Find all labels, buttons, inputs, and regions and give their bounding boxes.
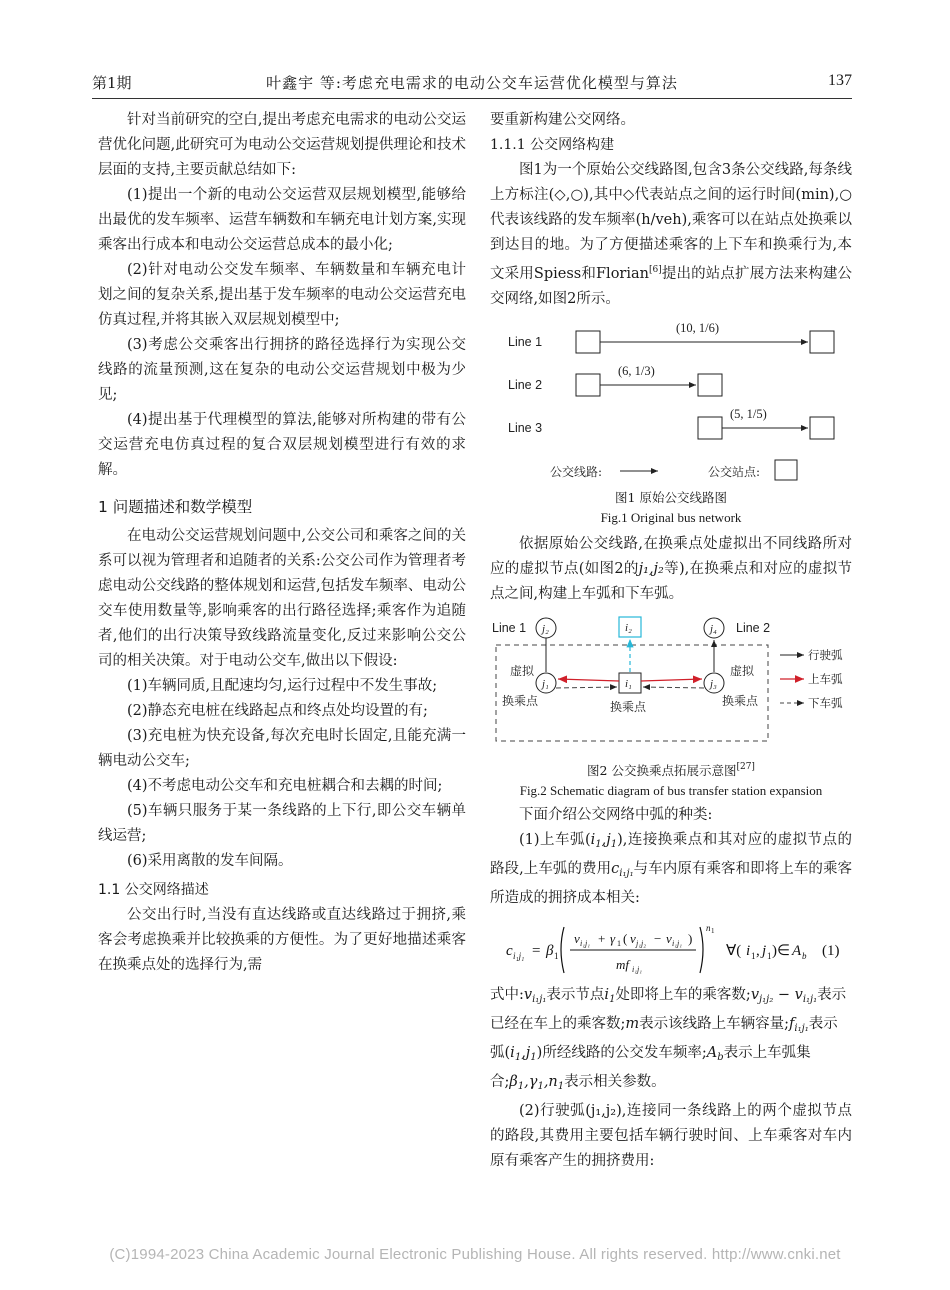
fig2-node-j2-label: j₂ xyxy=(542,623,549,635)
contribution-3: (3)考虑公交乘客出行拥挤的路径选择行为实现公交线路的流量预测,这在复杂的电动公交运营规划中极为少见; xyxy=(98,337,466,403)
section-1-body: 在电动公交运营规划问题中,公交公司和乘客之间的关系可以视为管理者和追随者的关系:公交公司作为管理者考虑电动公交线路的整体规划和运营,包括发车频率、电动公交车使用数量等,影响乘客的出行路径选择;乘客作为追随者,他们的出行决策导致线路流量变化,反过来影响公交公司的相关决策。对于电动公交车,做出以下假设: xyxy=(98,528,466,669)
fig1-line3-label: Line 3 xyxy=(508,421,543,435)
intro-paragraph: 针对当前研究的空白,提出考虑充电需求的电动公交运营优化问题,此研究可为电动公交运营规划提供理论和技术层面的支持,主要贡献总结如下: xyxy=(98,112,466,178)
citation-6: [6] xyxy=(648,265,662,275)
fig2-node-j3-label: j₃ xyxy=(710,678,717,690)
figure-1 xyxy=(490,320,852,488)
section-1-title: 1 问题描述和数学模型 xyxy=(98,498,253,516)
running-header xyxy=(92,72,852,96)
right-column xyxy=(490,108,852,1174)
figure-2-caption-cn-text: 图2 公交换乘点拓展示意图 xyxy=(587,763,737,778)
eq-exp-d: 表示已经在车上的乘客数; xyxy=(490,987,847,1032)
svg-text:i₁j₁: i₁j₁ xyxy=(580,939,591,948)
fig1-legend-stop-box xyxy=(775,460,797,480)
contribution-1: (1)提出一个新的电动公交运营双层规划模型,能够给出最优的发车频率、运营车辆数和车辆充电计划方案,实现乘客出行成本和电动公交运营总成本的最小化; xyxy=(98,187,466,253)
figure-2-caption-cn xyxy=(490,757,852,781)
network-paragraph-b: 提出的站点扩展方法来构建公交网络,如图2所示。 xyxy=(490,266,853,307)
assumption-2: (2)静态充电桩在线路起点和终点处均设置的有; xyxy=(127,703,428,719)
left-column xyxy=(98,108,466,978)
figure-2-citation: [27] xyxy=(736,762,755,772)
svg-text:n: n xyxy=(706,923,711,933)
fig2-virtual-right-2: 换乘点 xyxy=(722,694,759,708)
assumption-3: (3)充电桩为快充设备,每次充电时长固定,且能充满一辆电动公交车; xyxy=(98,728,466,769)
assumption-1: (1)车辆同质,且配速均匀,运行过程中不发生事故; xyxy=(127,678,438,694)
svg-text:1: 1 xyxy=(617,939,621,948)
virtual-node-paragraph xyxy=(490,532,852,607)
svg-text:,: , xyxy=(756,943,760,959)
svg-text:b: b xyxy=(802,951,807,961)
fig2-board-arc-right xyxy=(641,679,702,681)
eq-exp-g: )所经线路的公交发车频率; xyxy=(536,1045,707,1061)
boarding-arc-cost-symbol: $c_{i_1j_1}$ xyxy=(611,861,634,879)
svg-text:=: = xyxy=(532,943,541,959)
fig1-line1-label: Line 1 xyxy=(508,335,543,349)
fig1-line2-params: (6, 1/3) xyxy=(618,364,655,378)
arc-types-intro: 下面介绍公交网络中弧的种类: xyxy=(519,807,713,823)
fig2-node-j1-label: j₁ xyxy=(542,678,549,690)
copyright-footer: (C)1994-2023 China Academic Journal Electronic Publishing House. All rights reserved. http://www.cnki.net xyxy=(109,1246,841,1263)
driving-arc-paragraph: (2)行驶弧(j₁,j₂),连接同一条线路上的两个虚拟节点的路段,其费用主要包括车辆行驶时间、上车乘客对车内原有乘客产生的拥挤费用: xyxy=(490,1103,852,1169)
figure-1-svg xyxy=(490,320,852,488)
figure-2-svg xyxy=(490,611,852,757)
eq-exp-f: 表示弧( xyxy=(490,1016,838,1061)
fig2-node-i2-label: i₂ xyxy=(625,622,632,634)
svg-text:j₁j₂: j₁j₂ xyxy=(636,939,647,948)
equation-1-svg xyxy=(490,917,852,981)
svg-text:1: 1 xyxy=(767,951,772,961)
svg-text:A: A xyxy=(792,943,802,959)
fig2-node-j4-label: j₄ xyxy=(710,623,717,635)
continued-text: 要重新构建公交网络。 xyxy=(490,112,635,128)
svg-text:β: β xyxy=(546,943,554,959)
figure-2-caption-en: Fig.2 Schematic diagram of bus transfer station expansion xyxy=(519,783,823,798)
svg-text:i: i xyxy=(746,943,751,959)
eq-exp-h: 表示上车弧集合; xyxy=(490,1045,811,1090)
fig1-line1-params: (10, 1/6) xyxy=(676,321,720,335)
page-number: 137 xyxy=(828,72,852,89)
fig1-legend-route: 公交线路: xyxy=(550,465,603,479)
equation-1-number: (1) xyxy=(822,943,840,959)
svg-text:v: v xyxy=(574,931,580,946)
boarding-arc-paragraph xyxy=(490,828,852,911)
fig1-line3-params: (5, 1/5) xyxy=(730,407,767,421)
eq-exp-i: 表示相关参数。 xyxy=(564,1074,666,1090)
svg-text:): ) xyxy=(688,931,693,946)
svg-text:−: − xyxy=(654,931,662,946)
svg-text:(: ( xyxy=(623,931,628,946)
figure-1-caption-en: Fig.1 Original bus network xyxy=(600,510,742,525)
fig1-stop-3a xyxy=(698,417,722,439)
boarding-arc-pair: $i_1,j_1$ xyxy=(590,832,618,850)
virtual-node-paragraph-a: 依据原始公交线路,在换乘点处虚拟出不同线路所对应的虚拟节点(如图2的 xyxy=(490,536,852,577)
virtual-node-paragraph-b: 等),在换乘点和对应的虚拟节点之间,构建上车弧和下车弧。 xyxy=(490,561,852,602)
svg-text:mf: mf xyxy=(616,957,629,972)
svg-text:i₁j₁: i₁j₁ xyxy=(513,951,525,961)
header-rule xyxy=(92,98,852,99)
fig2-legend-alight: 下车弧 xyxy=(808,696,843,710)
fig1-legend-stop: 公交站点: xyxy=(708,465,761,479)
fig2-legend-drive: 行驶弧 xyxy=(808,648,843,662)
svg-text:j: j xyxy=(762,943,767,959)
fig2-line1-label: Line 1 xyxy=(492,621,527,635)
section-1-1-title: 1.1 公交网络描述 xyxy=(98,882,209,898)
fig2-virtual-right-1: 虚拟 xyxy=(730,664,755,678)
assumption-5: (5)车辆只服务于某一条线路的上下行,即公交车辆单线运营; xyxy=(98,803,466,844)
fig2-virtual-left-1: 虚拟 xyxy=(510,664,535,678)
svg-text:c: c xyxy=(506,943,513,959)
network-paragraph-a: 图1为一个原始公交线路图,包含3条公交线路,每条线上方标注(◇,○),其中◇代表站点之间的运行时间(min),○代表该线路的发车频率(h/veh),乘客可以在站点处换乘以到达目的地。为了方便描述乘客的上下车和换乘行为,本文采用Spiess和Florian xyxy=(490,162,852,282)
fig2-alight-arc-right xyxy=(643,687,704,688)
fig1-stop-1b xyxy=(810,331,834,353)
section-1-1-body: 公交出行时,当没有直达线路或直达线路过于拥挤,乘客会考虑换乘并比较换乘的方便性。为了更好地描述乘客在换乘点处的选择行为,需 xyxy=(98,907,466,973)
eq-exp-c: 处即将上车的乘客数; xyxy=(615,987,751,1003)
equation-1-explanation: 式中$:v_{i_1j_1}$表示节点$i_1$处即将上车的乘客数$;v_{j_1j_2} - v_{i_1j_1}$表示已经在车上的乘客数;m表示该线路上车辆容量$;f_{i_1j_1}$表示弧$(i_1,j_1)$所经线路的公交发车频率$;A_b$表示上车弧集合$;\beta_1,\gamma_1,n_1$表示相关参数。 xyxy=(490,987,847,1092)
virtual-node-math: j₁,j₂ xyxy=(638,561,664,577)
fig2-legend-board: 上车弧 xyxy=(808,672,843,686)
svg-text:+: + xyxy=(598,931,606,946)
svg-text:)∈: )∈ xyxy=(772,943,791,959)
svg-text:1: 1 xyxy=(751,951,756,961)
eq-exp-a: 式中: xyxy=(490,987,524,1003)
fig2-node-i1-label: i₁ xyxy=(625,678,632,690)
fig2-board-arc-left xyxy=(558,679,619,681)
svg-text:i₁j₁: i₁j₁ xyxy=(632,965,643,974)
svg-text:1: 1 xyxy=(554,951,559,961)
fig1-stop-2a xyxy=(576,374,600,396)
assumption-4: (4)不考虑电动公交车和充电桩耦合和去耦的时间; xyxy=(127,778,443,794)
fig1-stop-1a xyxy=(576,331,600,353)
svg-text:γ: γ xyxy=(610,931,616,946)
running-title: 叶鑫宇 等:考虑充电需求的电动公交车运营优化模型与算法 xyxy=(266,74,678,92)
figure-1-caption-cn: 图1 原始公交线路图 xyxy=(615,490,727,505)
fig1-stop-2b xyxy=(698,374,722,396)
issue-label: 第1期 xyxy=(92,74,132,92)
fig2-virtual-left-2: 换乘点 xyxy=(502,694,539,708)
svg-text:i₁j₁: i₁j₁ xyxy=(672,939,683,948)
assumption-6: (6)采用离散的发车间隔。 xyxy=(127,853,293,869)
svg-text:∀(: ∀( xyxy=(726,943,742,959)
fig2-transfer-label: 换乘点 xyxy=(610,700,647,714)
contribution-2: (2)针对电动公交发车频率、车辆数量和车辆充电计划之间的复杂关系,提出基于发车频率的电动公交运营充电仿真过程,并将其嵌入双层规划模型中; xyxy=(98,262,466,328)
svg-text:1: 1 xyxy=(711,927,715,935)
figure-2 xyxy=(490,611,852,757)
fig1-line2-label: Line 2 xyxy=(508,378,543,392)
network-paragraph xyxy=(490,158,852,312)
boarding-arc-c: 与车内原有乘客和即将上车的乘客所造成的拥挤成本相关: xyxy=(490,861,853,906)
equation-1 xyxy=(490,917,852,981)
svg-text:v: v xyxy=(630,931,636,946)
contribution-4: (4)提出基于代理模型的算法,能够对所构建的带有公交运营充电仿真过程的复合双层规划模型进行有效的求解。 xyxy=(98,412,466,478)
fig2-alight-arc-left xyxy=(556,687,617,688)
fig1-stop-3b xyxy=(810,417,834,439)
fig2-line2-label: Line 2 xyxy=(736,621,771,635)
boarding-arc-b: ),连接换乘点和其对应的虚拟节点的路段,上车弧的费用 xyxy=(490,832,853,877)
boarding-arc-a: (1)上车弧( xyxy=(519,832,591,848)
section-1-1-1-title: 1.1.1 公交网络构建 xyxy=(490,137,615,153)
eq-exp-e: 表示该线路上车辆容量; xyxy=(639,1016,790,1032)
svg-text:v: v xyxy=(666,931,672,946)
eq-exp-b: 表示节点 xyxy=(546,987,605,1003)
